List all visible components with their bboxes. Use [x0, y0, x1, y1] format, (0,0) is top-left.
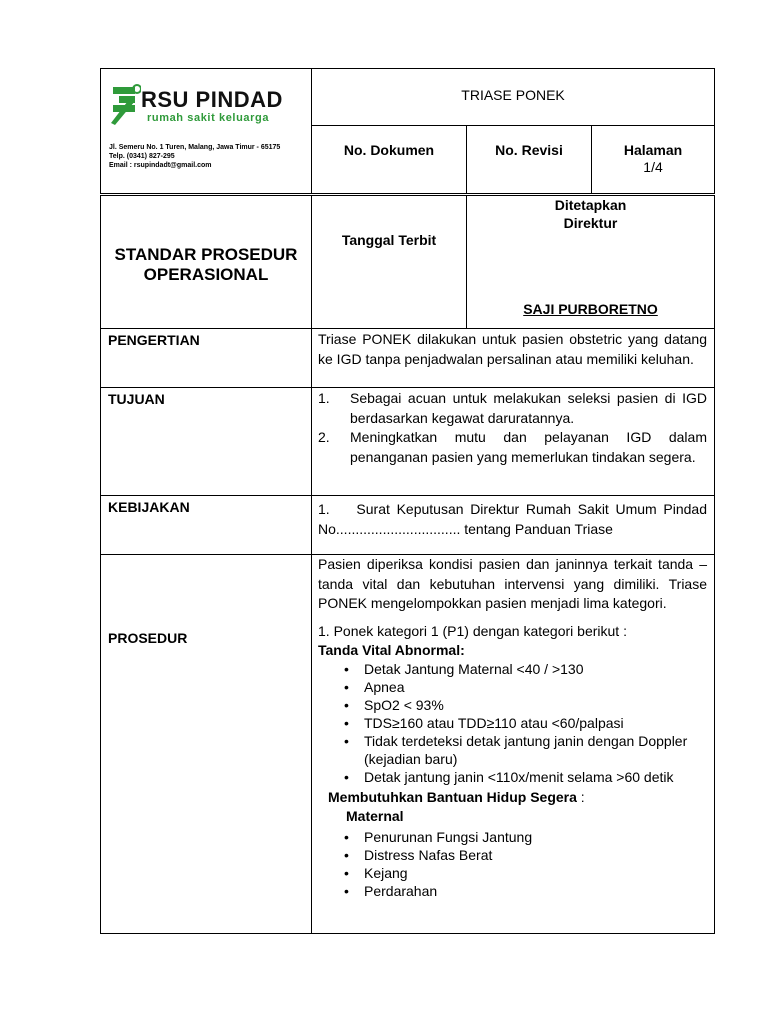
halaman-label: Halaman [623, 142, 683, 159]
halaman-value: 1/4 [643, 159, 663, 176]
kebijakan-number: 1. [318, 501, 330, 517]
ditetapkan-cell [467, 196, 715, 329]
list-item: • Apnea [340, 678, 707, 696]
no-dokumen-cell [312, 126, 467, 194]
list-item: • TDS≥160 atau TDD≥110 atau <60/palpasi [340, 714, 707, 732]
bantuan-colon: : [576, 788, 585, 805]
hospital-address [109, 143, 280, 170]
document-header [100, 68, 715, 194]
prosedur-label-cell [101, 555, 312, 934]
prosedur-content [312, 555, 715, 934]
tanda-vital-heading: Tanda Vital Abnormal: [318, 641, 465, 658]
email-line: Email : rsupindadt@gmail.com [109, 162, 212, 169]
bantuan-heading-line [318, 788, 707, 807]
tanggal-terbit-cell [312, 196, 467, 329]
list-item: • SpO2 < 93% [340, 696, 707, 714]
kebijakan-label-cell [101, 496, 312, 555]
doc-title-cell [312, 69, 715, 126]
no-dokumen-label: No. Dokumen [343, 142, 435, 159]
doc-title: TRIASE PONEK [461, 87, 565, 104]
phone-line: Telp. (0341) 827-295 [109, 153, 175, 160]
list-number: 1. [318, 390, 330, 406]
list-item [318, 428, 707, 467]
prosedur-intro: Pasien diperiksa kondisi pasien dan janinnya terkait tanda – tanda vital dan kebutuhan intervensi yang dimiliki. Triase PONEK mengelompokkan pasien menjadi lima kategori. [318, 556, 707, 611]
tujuan-label-cell [101, 388, 312, 496]
tanda-vital-list [318, 660, 707, 786]
list-item: • Detak jantung janin <110x/menit selama >60 detik [340, 768, 684, 786]
logo-main-text: RSU PINDAD [141, 87, 283, 112]
maternal-list [318, 828, 707, 900]
list-text: Sebagai acuan untuk melakukan seleksi pasien di IGD berdasarkan kegawat daruratannya. [350, 390, 707, 426]
list-item: • Perdarahan [340, 882, 707, 900]
address-line: Jl. Semeru No. 1 Turen, Malang, Jawa Timur - 65175 [109, 144, 281, 151]
tanggal-terbit-label: Tanggal Terbit [341, 232, 437, 248]
sop-table [100, 195, 715, 934]
bantuan-heading: Membutuhkan Bantuan Hidup Segera [328, 788, 577, 805]
no-revisi-cell [467, 126, 592, 194]
tujuan-label: TUJUAN [108, 391, 165, 407]
tujuan-content [312, 388, 715, 496]
kebijakan-label: KEBIJAKAN [108, 499, 190, 515]
list-item: • Kejang [340, 864, 707, 882]
list-item [318, 389, 707, 428]
logo-cell [101, 69, 312, 194]
list-number: 2. [318, 429, 330, 445]
list-item: • Tidak terdeteksi detak jantung janin dengan Doppler (kejadian baru) [340, 732, 704, 768]
kategori-1-text: 1. Ponek kategori 1 (P1) dengan kategori berikut : [318, 622, 627, 639]
halaman-cell [592, 126, 715, 194]
direktur-label: Direktur [563, 215, 618, 231]
pengertian-text: Triase PONEK dilakukan untuk pasien obstetric yang datang ke IGD tanpa penjadwalan persalinan atau memiliki keluhan. [312, 329, 715, 388]
list-text: Meningkatkan mutu dan pelayanan IGD dalam penanganan pasien yang memerlukan tindakan segera. [350, 429, 707, 465]
list-item: • Distress Nafas Berat [340, 846, 707, 864]
list-item: • Penurunan Fungsi Jantung [340, 828, 707, 846]
kebijakan-text: Surat Keputusan Direktur Rumah Sakit Umum Pindad No................................ tentang Panduan Triase [318, 501, 707, 537]
kebijakan-content [312, 496, 715, 555]
pengertian-label: PENGERTIAN [108, 332, 200, 348]
no-revisi-label: No. Revisi [495, 142, 563, 159]
ditetapkan-label: Ditetapkan [554, 197, 627, 213]
sop-title: STANDAR PROSEDUR OPERASIONAL [114, 245, 298, 284]
prosedur-label: PROSEDUR [108, 630, 188, 646]
direktur-name: SAJI PURBORETNO [523, 301, 658, 317]
pengertian-label-cell [101, 329, 312, 388]
list-item: • Detak Jantung Maternal <40 / >130 [340, 660, 707, 678]
sop-title-cell [101, 196, 312, 329]
maternal-heading: Maternal [346, 807, 404, 824]
logo-tagline: rumah sakit keluarga [147, 112, 270, 124]
rsu-pindad-logo-icon [109, 83, 141, 125]
